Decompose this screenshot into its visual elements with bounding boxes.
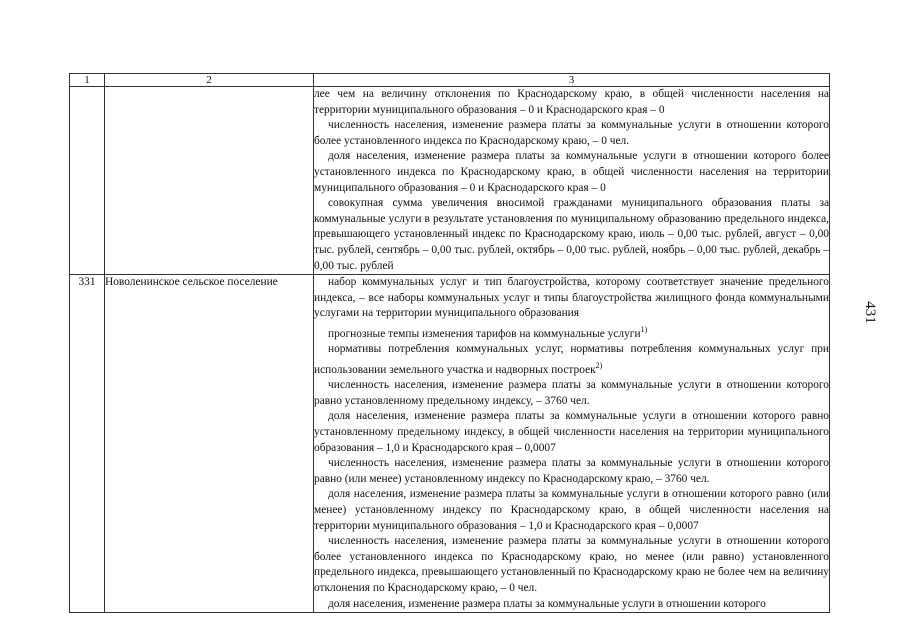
paragraph: численность населения, изменение размера платы за коммунальные услуги в отношении которого равно установленному предельному индексу, – 3760 чел. [314, 379, 829, 407]
column-header-1: 1 [70, 74, 105, 87]
paragraph: совокупная сумма увеличения вносимой гражданами муниципального образования платы за коммунальные услуги в результате установления по муниципальному образованию предельного индекса, превышающего установленный индекс по Краснодарскому краю, июль – 0,00 тыс. рублей, август – 0,00 тыс. рублей, сентябрь – 0,00 тыс. рублей, октябрь – 0,00 тыс. рублей, ноябрь – 0,00 тыс. рублей, декабрь – 0,00 тыс. рублей [314, 197, 829, 272]
paragraph: численность населения, изменение размера платы за коммунальные услуги в отношении которого более установленного индекса по Краснодарскому краю, но менее (или равно) установленного предельного индекса, превышающего установленный по Краснодарскому краю не более чем на величину отклонения по Краснодарскому краю, – 0 чел. [314, 535, 829, 594]
column-header-2: 2 [105, 74, 314, 87]
table-header-row [70, 74, 830, 87]
table-row [70, 275, 830, 613]
row-number: 331 [70, 275, 105, 613]
paragraph: численность населения, изменение размера платы за коммунальные услуги в отношении которого равно (или менее) установленному индексу по Краснодарскому краю, – 3760 чел. [314, 457, 829, 485]
row-content [314, 87, 830, 275]
row-content [314, 275, 830, 613]
municipality-name: Новоленинское сельское поселение [105, 275, 314, 613]
paragraph-text: прогнозные темпы изменения тарифов на коммунальные услуги [328, 327, 641, 340]
paragraph: доля населения, изменение размера платы за коммунальные услуги в отношении которого более установленного индекса по Краснодарскому краю, в общей численности населения на территории муниципального образования – 0 и Краснодарского края – 0 [314, 150, 829, 194]
paragraph: доля населения, изменение размера платы за коммунальные услуги в отношении которого [328, 597, 766, 610]
paragraph: лее чем на величину отклонения по Краснодарскому краю, в общей численности населения на территории муниципального образования – 0 и Краснодарского края – 0 [314, 88, 829, 116]
paragraph [314, 342, 829, 378]
paragraph: численность населения, изменение размера платы за коммунальные услуги в отношении которого более установленного индекса по Краснодарскому краю, – 0 чел. [314, 119, 829, 147]
row-number [70, 87, 105, 275]
paragraph: набор коммунальных услуг и тип благоустройства, которому соответствует значение предельного индекса, – все наборы коммунальных услуг и типы благоустройства жилищного фонда коммунальными услугами на территории муниципального образования [314, 276, 829, 320]
table-row [70, 87, 830, 275]
column-header-3: 3 [314, 74, 830, 87]
paragraph [314, 322, 829, 342]
document-table [69, 73, 830, 613]
paragraph: доля населения, изменение размера платы за коммунальные услуги в отношении которого равно (или менее) установленному индексу по Краснодарскому краю, в общей численности населения на территории муниципального образования – 1,0 и Краснодарского края – 0,0007 [314, 488, 829, 532]
footnote-marker: 1) [640, 324, 648, 334]
paragraph-text: нормативы потребления коммунальных услуг, нормативы потребления коммунальных услуг при использовании земельного участка и надворных построек [314, 343, 829, 376]
municipality-name [105, 87, 314, 275]
paragraph: доля населения, изменение размера платы за коммунальные услуги в отношении которого равно установленному предельному индексу, в общей численности населения на территории муниципального образования – 1,0 и Краснодарского края – 0,0007 [314, 410, 829, 454]
page-number: 431 [861, 301, 878, 324]
footnote-marker: 2) [595, 360, 603, 370]
